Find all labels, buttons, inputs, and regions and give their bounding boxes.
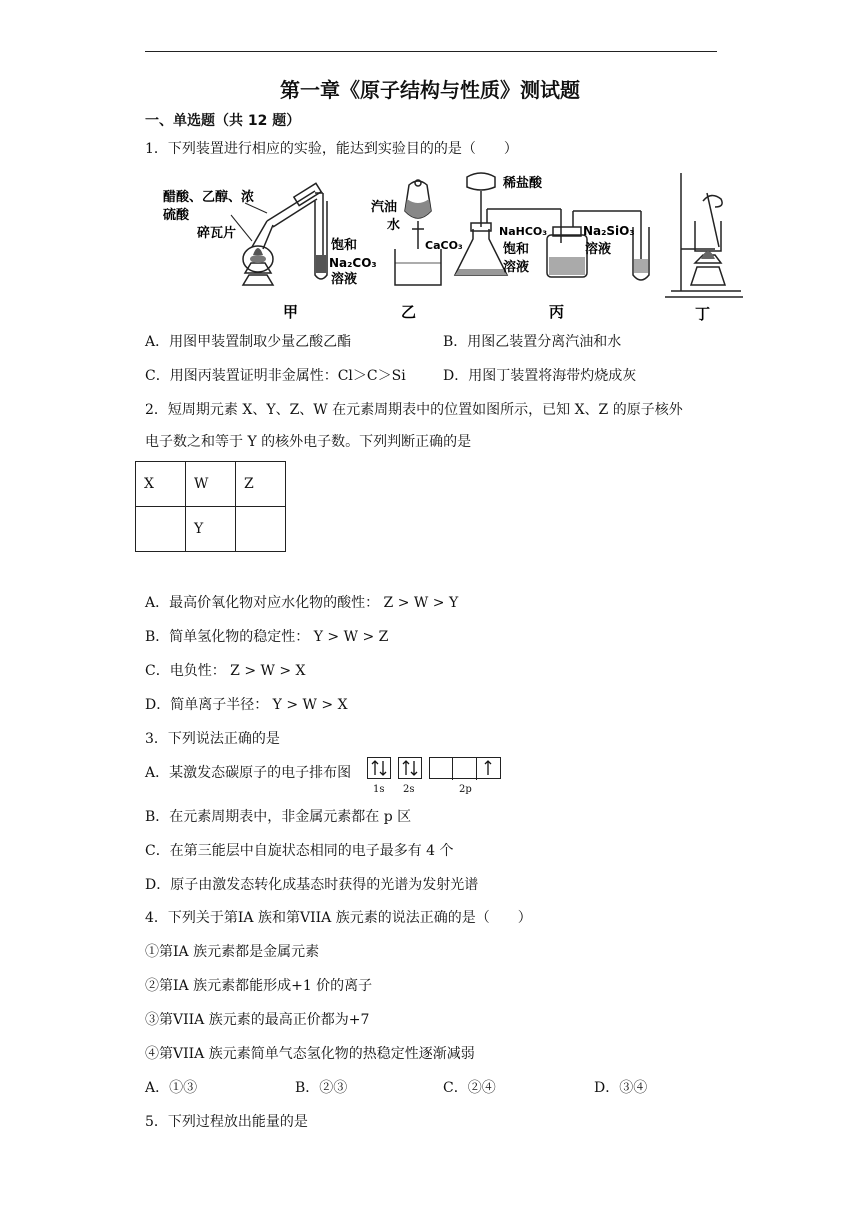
- q1-option-c[interactable]: C．用图丙装置证明非金属性：Cl＞C＞Si: [145, 368, 406, 384]
- q2-option-a[interactable]: A．最高价氧化物对应水化物的酸性： Z > W > Y: [145, 595, 459, 611]
- page-title: 第一章《原子结构与性质》测试题: [280, 78, 580, 102]
- test-tube-liquid: [316, 255, 326, 273]
- table-row: [136, 462, 286, 507]
- orbital-1s-box: [367, 757, 391, 779]
- q1-option-b[interactable]: B．用图乙装置分离汽油和水: [443, 334, 622, 350]
- table-cell: Z: [236, 462, 286, 507]
- bing-caco3-label: CaCO₃: [425, 239, 463, 252]
- q2-stem-line-1: 2．短周期元素 X、Y、Z、W 在元素周期表中的位置如图所示，已知 X、Z 的原子核外: [145, 402, 683, 418]
- orbital-label-2s: 2s: [403, 784, 415, 795]
- orbital-label-2p: 2p: [459, 784, 472, 795]
- orbital-label-1s: 1s: [373, 784, 385, 795]
- q1-option-d[interactable]: D．用图丁装置将海带灼烧成灰: [443, 368, 637, 384]
- q1-stem: 1．下列装置进行相应的实验，能达到实验目的的是（ ）: [145, 141, 518, 157]
- caption-yi: 乙: [401, 303, 417, 321]
- orbital-2p-box: [429, 757, 501, 779]
- q2-option-c[interactable]: C．电负性： Z > W > X: [145, 663, 306, 679]
- table-row: [136, 507, 286, 552]
- jia-saturated-label-2: Na₂CO₃: [329, 256, 377, 270]
- q4-statement-1: ①第IA 族元素都是金属元素: [145, 944, 320, 960]
- q4-option-c[interactable]: C．②④: [443, 1080, 496, 1096]
- q2-option-d[interactable]: D．简单离子半径： Y > W > X: [145, 697, 348, 713]
- paired-spin-arrows-icon: [368, 758, 390, 778]
- jia-reagents-label-2: 硫酸: [163, 208, 190, 223]
- caption-ding: 丁: [695, 305, 711, 323]
- orbital-2s-box: [398, 757, 422, 779]
- q4-statement-3: ③第VIIA 族元素的最高正价都为+7: [145, 1012, 370, 1028]
- bing-nahco3-label-2: 饱和: [503, 242, 530, 257]
- q4-option-d[interactable]: D．③④: [594, 1080, 648, 1096]
- yi-liquid-label-2: 水: [387, 218, 401, 233]
- q3-option-b[interactable]: B．在元素周期表中，非金属元素都在 p 区: [145, 809, 412, 825]
- bing-acid-label: 稀盐酸: [503, 176, 543, 191]
- q4-option-b[interactable]: B．②③: [295, 1080, 348, 1096]
- q3-stem: 3．下列说法正确的是: [145, 731, 280, 747]
- paired-spin-arrows-icon: [399, 758, 421, 778]
- apparatus-ding: [665, 173, 743, 297]
- caption-bing: 丙: [549, 303, 565, 321]
- q4-stem: 4．下列关于第IA 族和第VIIA 族元素的说法正确的是（ ）: [145, 910, 532, 926]
- q4-option-a[interactable]: A．①③: [145, 1080, 198, 1096]
- periodic-table-snippet: [135, 461, 286, 552]
- bing-na2sio3-label-1: Na₂SiO₃: [583, 224, 635, 238]
- section-heading: 一、单选题（共 12 题）: [145, 113, 301, 129]
- jia-saturated-label-1: 饱和: [331, 238, 358, 253]
- table-cell: X: [136, 462, 186, 507]
- q4-statement-4: ④第VIIA 族元素简单气态氢化物的热稳定性逐渐减弱: [145, 1046, 475, 1062]
- bing-na2sio3-label-2: 溶液: [585, 242, 612, 257]
- yi-liquid-label-1: 汽油: [371, 200, 398, 215]
- q2-option-b[interactable]: B．简单氢化物的稳定性： Y > W > Z: [145, 629, 389, 645]
- header-rule: [145, 51, 717, 52]
- apparatus-jia: [243, 183, 327, 285]
- caption-jia: 甲: [283, 303, 299, 321]
- jia-reagents-label-1: 醋酸、乙醇、浓: [163, 190, 255, 205]
- table-cell: [136, 507, 186, 552]
- jia-saturated-label-3: 溶液: [331, 272, 358, 287]
- jia-chips-label: 碎瓦片: [197, 226, 237, 241]
- q5-stem: 5．下列过程放出能量的是: [145, 1114, 308, 1130]
- table-cell: W: [186, 462, 236, 507]
- q2-stem-line-2: 电子数之和等于 Y 的核外电子数。下列判断正确的是: [145, 434, 472, 450]
- bing-nahco3-label-1: NaHCO₃: [499, 225, 548, 238]
- table-cell: Y: [186, 507, 236, 552]
- q3-option-a[interactable]: A．某激发态碳原子的电子排布图: [145, 765, 352, 781]
- q3-option-c[interactable]: C．在第三能层中自旋状态相同的电子最多有 4 个: [145, 843, 454, 859]
- bing-nahco3-label-3: 溶液: [503, 260, 530, 275]
- q4-statement-2: ②第IA 族元素都能形成+1 价的离子: [145, 978, 373, 994]
- apparatus-yi: [395, 180, 441, 285]
- spin-up-arrow-icon: [477, 758, 499, 778]
- table-cell: [236, 507, 286, 552]
- q1-apparatus-figure: [155, 163, 745, 323]
- q3-option-d[interactable]: D．原子由激发态转化成基态时获得的光谱为发射光谱: [145, 877, 479, 893]
- q1-option-a[interactable]: A．用图甲装置制取少量乙酸乙酯: [145, 334, 352, 350]
